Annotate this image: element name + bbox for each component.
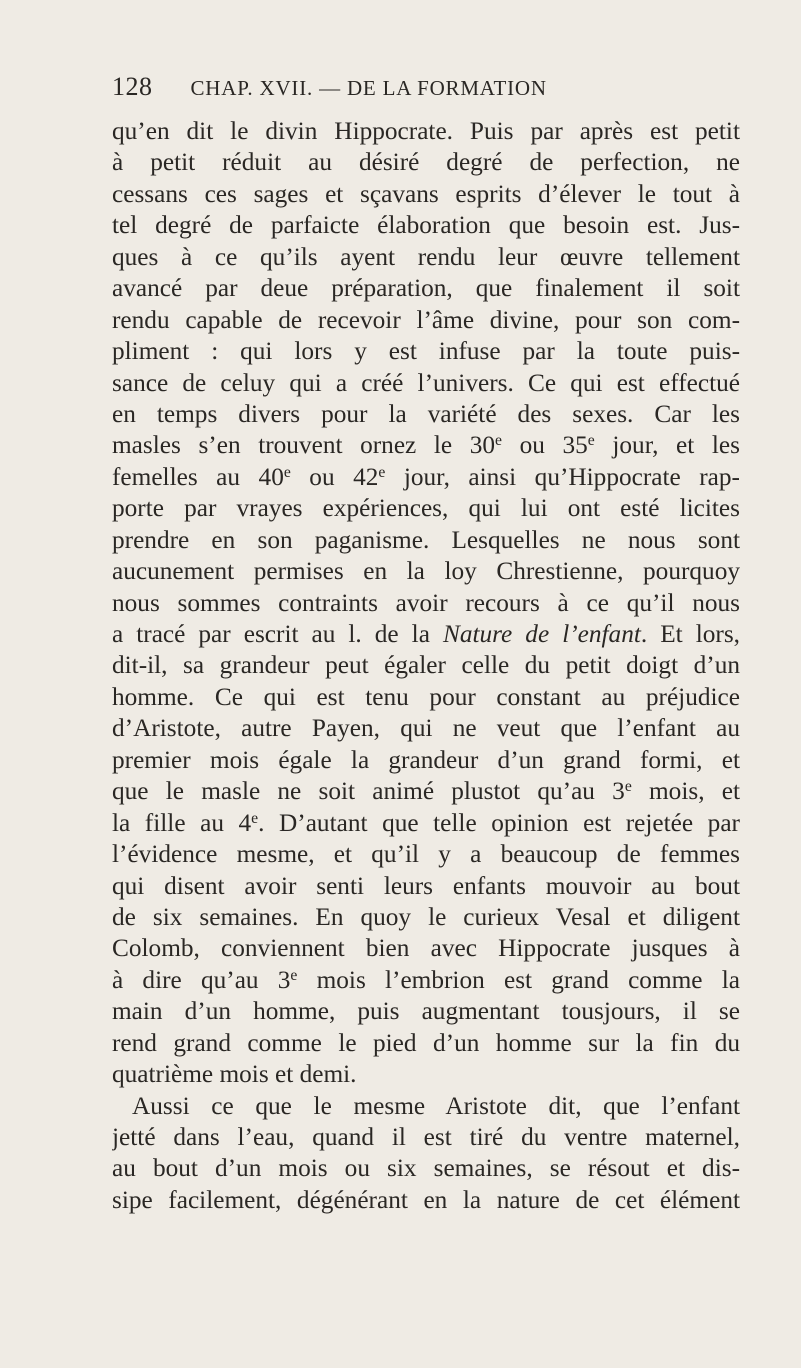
text-segment: que le masle ne soit animé plustot qu’au 3 bbox=[112, 777, 625, 806]
ordinal-superscript: e bbox=[378, 463, 386, 481]
text-line: de six semaines. En quoy le curieux Vesal et diligent bbox=[112, 902, 740, 931]
ordinal-superscript: e bbox=[290, 966, 298, 984]
text-line: nous sommes contraints avoir recours à ce qu’il nous bbox=[112, 588, 740, 617]
text-line: quatrième mois et demi. bbox=[112, 1060, 357, 1089]
text-segment: a tracé par escrit au l. de la bbox=[112, 620, 443, 648]
running-title: CHAP. XVII. — DE LA FORMATION bbox=[190, 76, 547, 100]
text-line: sance de celuy qui a créé l’univers. Ce qui est effectué bbox=[112, 368, 740, 397]
text-segment: femelles au 40 bbox=[112, 462, 284, 491]
text-segment: masles s’en trouvent ornez le 30 bbox=[112, 431, 496, 460]
text-segment: ou 42 bbox=[290, 462, 379, 491]
text-line: au bout d’un mois ou six semaines, se résout et dis- bbox=[112, 1154, 740, 1183]
text-line: prendre en son paganisme. Lesquelles ne nous sont bbox=[112, 525, 740, 554]
text-line bbox=[112, 430, 740, 461]
text-line: pliment : qui lors y est infuse par la toute puis- bbox=[112, 337, 740, 366]
text-line bbox=[112, 619, 740, 650]
text-line: sipe facilement, dégénérant en la nature de cet élément bbox=[112, 1185, 740, 1214]
ordinal-superscript: e bbox=[495, 432, 502, 450]
running-head bbox=[112, 72, 752, 102]
text-segment: la fille au 4 bbox=[112, 808, 252, 837]
text-line: ques à ce qu’ils ayent rendu leur œuvre tellement bbox=[112, 242, 740, 271]
text-line: en temps divers pour la variété des sexes. Car les bbox=[112, 399, 740, 428]
text-segment: à dire qu’au 3 bbox=[112, 965, 291, 994]
text-line: rendu capable de recevoir l’âme divine, pour son com- bbox=[112, 305, 740, 334]
ordinal-superscript: e bbox=[587, 432, 595, 450]
ordinal-superscript: e bbox=[624, 778, 632, 796]
text-line: d’Aristote, autre Payen, qui ne veut que l’enfant au bbox=[112, 714, 740, 743]
text-line: qu’en dit le divin Hippocrate. Puis par après est petit bbox=[112, 117, 740, 145]
text-segment: . D’autant que telle opinion est rejetée par bbox=[258, 808, 740, 837]
text-line: rend grand comme le pied d’un homme sur la fin du bbox=[112, 1028, 740, 1057]
text-line: l’évidence mesme, et qu’il y a beaucoup de femmes bbox=[112, 840, 740, 869]
text-segment: jour, ainsi qu’Hippocrate rap- bbox=[385, 462, 740, 491]
body-text bbox=[112, 116, 740, 1216]
text-line bbox=[112, 776, 740, 807]
text-line: main d’un homme, puis augmentant tousjours, il se bbox=[112, 997, 740, 1026]
text-line: aucunement permises en la loy Chrestienne, pourquoy bbox=[112, 557, 740, 586]
ordinal-superscript: e bbox=[283, 463, 291, 481]
text-line: avancé par deue préparation, que finalement il soit bbox=[112, 274, 740, 303]
text-segment: ou 35 bbox=[502, 431, 588, 460]
text-line: dit-il, sa grandeur peut égaler celle du petit doigt d’un bbox=[112, 651, 740, 680]
italic-book-title: Nature de l’enfant bbox=[442, 620, 641, 648]
text-line: qui disent avoir senti leurs enfants mouvoir au bout bbox=[112, 871, 740, 900]
text-segment: mois l’embrion est grand comme la bbox=[297, 965, 740, 994]
text-segment: jour, et les bbox=[594, 431, 740, 460]
text-line bbox=[112, 462, 740, 493]
text-segment: mois, et bbox=[631, 777, 740, 806]
text-segment: . Et lors, bbox=[640, 620, 740, 648]
page-number: 128 bbox=[112, 72, 153, 101]
text-line: tel degré de parfaicte élaboration que besoin est. Jus- bbox=[112, 211, 740, 240]
text-line: porte par vrayes expériences, qui lui ont esté licites bbox=[112, 494, 740, 523]
text-line: premier mois égale la grandeur d’un grand formi, et bbox=[112, 745, 740, 774]
text-line: cessans ces sages et sçavans esprits d’élever le tout à bbox=[112, 179, 740, 208]
text-line: Colomb, conviennent bien avec Hippocrate jusques à bbox=[112, 934, 740, 963]
text-line: Aussi ce que le mesme Aristote dit, que l’enfant bbox=[132, 1091, 740, 1120]
text-line bbox=[112, 965, 740, 996]
text-line: à petit réduit au désiré degré de perfection, ne bbox=[112, 148, 740, 177]
ordinal-superscript: e bbox=[251, 809, 259, 827]
text-line bbox=[112, 808, 740, 839]
text-line: homme. Ce qui est tenu pour constant au préjudice bbox=[112, 682, 740, 711]
text-line: jetté dans l’eau, quand il est tiré du ventre maternel, bbox=[112, 1123, 740, 1151]
